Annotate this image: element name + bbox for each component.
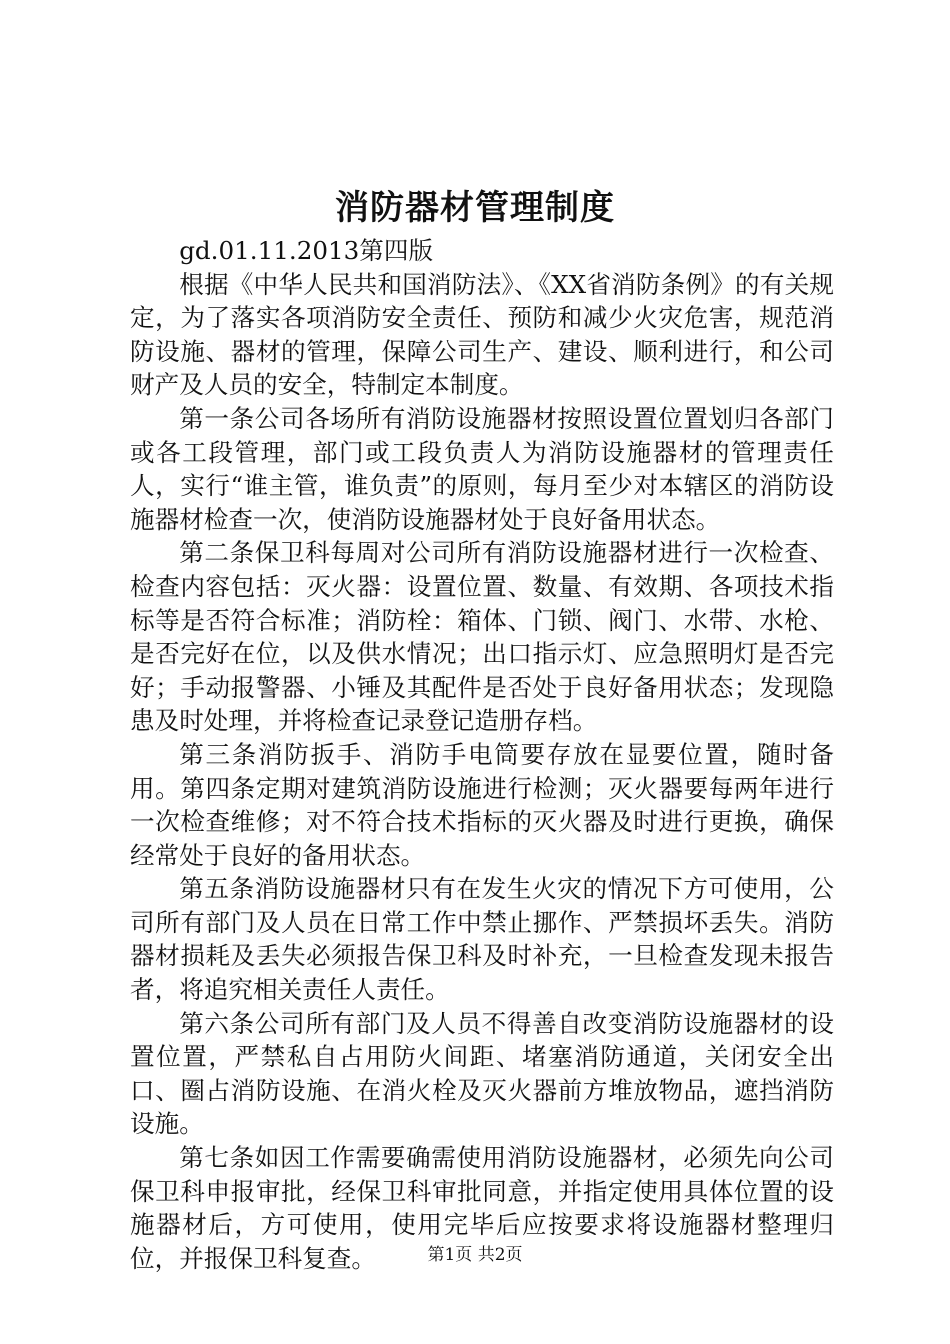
paragraph-article-5: 第五条消防设施器材只有在发生火灾的情况下方可使用，公司所有部门及人员在日常工作中禁止挪作、严禁损坏丢失。消防器材损耗及丢失必须报告保卫科及时补充，一旦检查发现未报告者，将追究相关责任人责任。 — [130, 874, 834, 1005]
paragraph-article-2: 第二条保卫科每周对公司所有消防设施器材进行一次检查、检查内容包括：灭火器：设置位置、数量、有效期、各项技术指标等是否符合标准；消防栓：箱体、门锁、阀门、水带、水枪、是否完好在位，以及供水情况；出口指示灯、应急照明灯是否完好；手动报警器、小锤及其配件是否处于良好备用状态；发现隐患及时处理，并将检查记录登记造册存档。 — [130, 538, 834, 736]
page-number-footer: 第1页 共2页 — [427, 1245, 523, 1265]
paragraph-article-6: 第六条公司所有部门及人员不得善自改变消防设施器材的设置位置，严禁私自占用防火间距、堵塞消防通道，关闭安全出口、圈占消防设施、在消火栓及灭火器前方堆放物品，遮挡消防设施。 — [130, 1008, 834, 1139]
paragraph-article-7: 第七条如因工作需要确需使用消防设施器材，必须先向公司保卫科申报审批，经保卫科审批同意，并指定使用具体位置的设施器材后，方可使用，使用完毕后应按要求将设施器材整理归位，并报保卫科复查。 — [130, 1143, 834, 1273]
document-body — [130, 234, 834, 1275]
paragraph-article-1: 第一条公司各场所有消防设施器材按照设置位置划归各部门或各工段管理，部门或工段负责人为消防设施器材的管理责任人，实行“谁主管，谁负责”的原则，每月至少对本辖区的消防设施器材检查一次，使消防设施器材处于良好备用状态。 — [130, 403, 834, 534]
version-line: gd.01.11.2013第四版 — [179, 236, 434, 265]
paragraph-article-3-4: 第三条消防扳手、消防手电筒要存放在显要位置，随时备用。第四条定期对建筑消防设施进行检测；灭火器要每两年进行一次检查维修；对不符合技术指标的灭火器及时进行更换，确保经常处于良好的备用状态。 — [130, 739, 834, 870]
paragraph-preamble: 根据《中华人民共和国消防法》、《XX省消防条例》的有关规定，为了落实各项消防安全责任、预防和减少火灾危害，规范消防设施、器材的管理，保障公司生产、建设、顺利进行，和公司财产及人员的安全，特制定本制度。 — [130, 269, 834, 400]
page-title: 消防器材管理制度 — [335, 188, 615, 228]
